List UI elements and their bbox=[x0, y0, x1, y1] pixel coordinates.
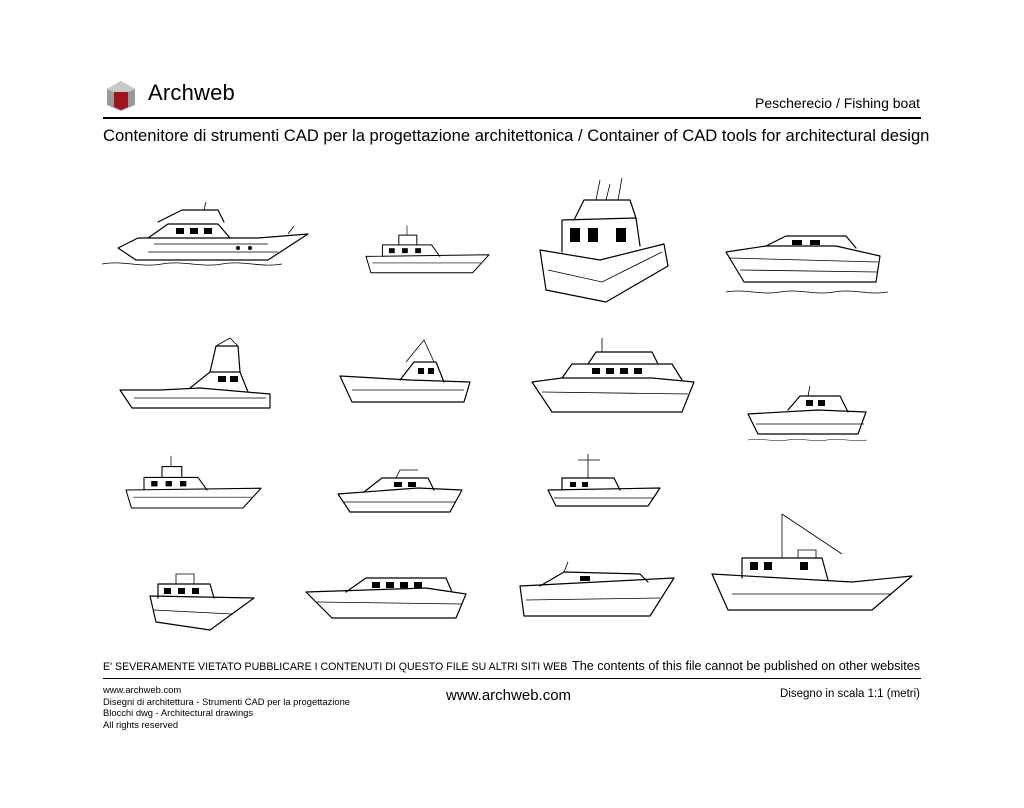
copyright-notice-english: The contents of this file cannot be published on other websites bbox=[572, 659, 920, 673]
website-link[interactable]: www.archweb.com bbox=[446, 687, 572, 704]
boat-drawing bbox=[726, 236, 888, 293]
boat-drawing bbox=[712, 514, 912, 610]
boat-drawing bbox=[338, 470, 462, 512]
boat-drawing bbox=[102, 202, 308, 265]
boat-drawing bbox=[532, 338, 694, 412]
footer-divider bbox=[103, 678, 921, 679]
boat-drawing bbox=[340, 340, 470, 402]
brand-name: Archweb bbox=[148, 80, 235, 105]
footer-line: All rights reserved bbox=[103, 718, 179, 730]
boat-drawing bbox=[748, 386, 867, 441]
scale-note: Disegno in scala 1:1 (metri) bbox=[780, 688, 920, 700]
footer-line[interactable]: www.archweb.com bbox=[103, 684, 182, 695]
boat-drawing bbox=[306, 578, 466, 618]
boat-drawing bbox=[548, 454, 660, 506]
boat-drawing bbox=[126, 456, 261, 508]
boat-drawing bbox=[520, 562, 674, 616]
boat-drawing bbox=[366, 225, 489, 273]
footer-info bbox=[103, 684, 350, 730]
boat-drawing bbox=[150, 574, 254, 630]
boat-drawing bbox=[120, 338, 270, 408]
page-title: Pescherecio / Fishing boat bbox=[755, 95, 920, 111]
copyright-notice-italian: E' SEVERAMENTE VIETATO PUBBLICARE I CONTENUTI DI QUESTO FILE SU ALTRI SITI WEB bbox=[103, 661, 568, 673]
boat-drawing bbox=[540, 178, 668, 302]
footer-line: Disegni di architettura - Strumenti CAD per la progettazione bbox=[103, 695, 350, 707]
footer-line: Blocchi dwg - Architectural drawings bbox=[103, 707, 254, 718]
page-subtitle: Contenitore di strumenti CAD per la progettazione architettonica / Container of CAD tools for architectural design bbox=[103, 126, 930, 145]
